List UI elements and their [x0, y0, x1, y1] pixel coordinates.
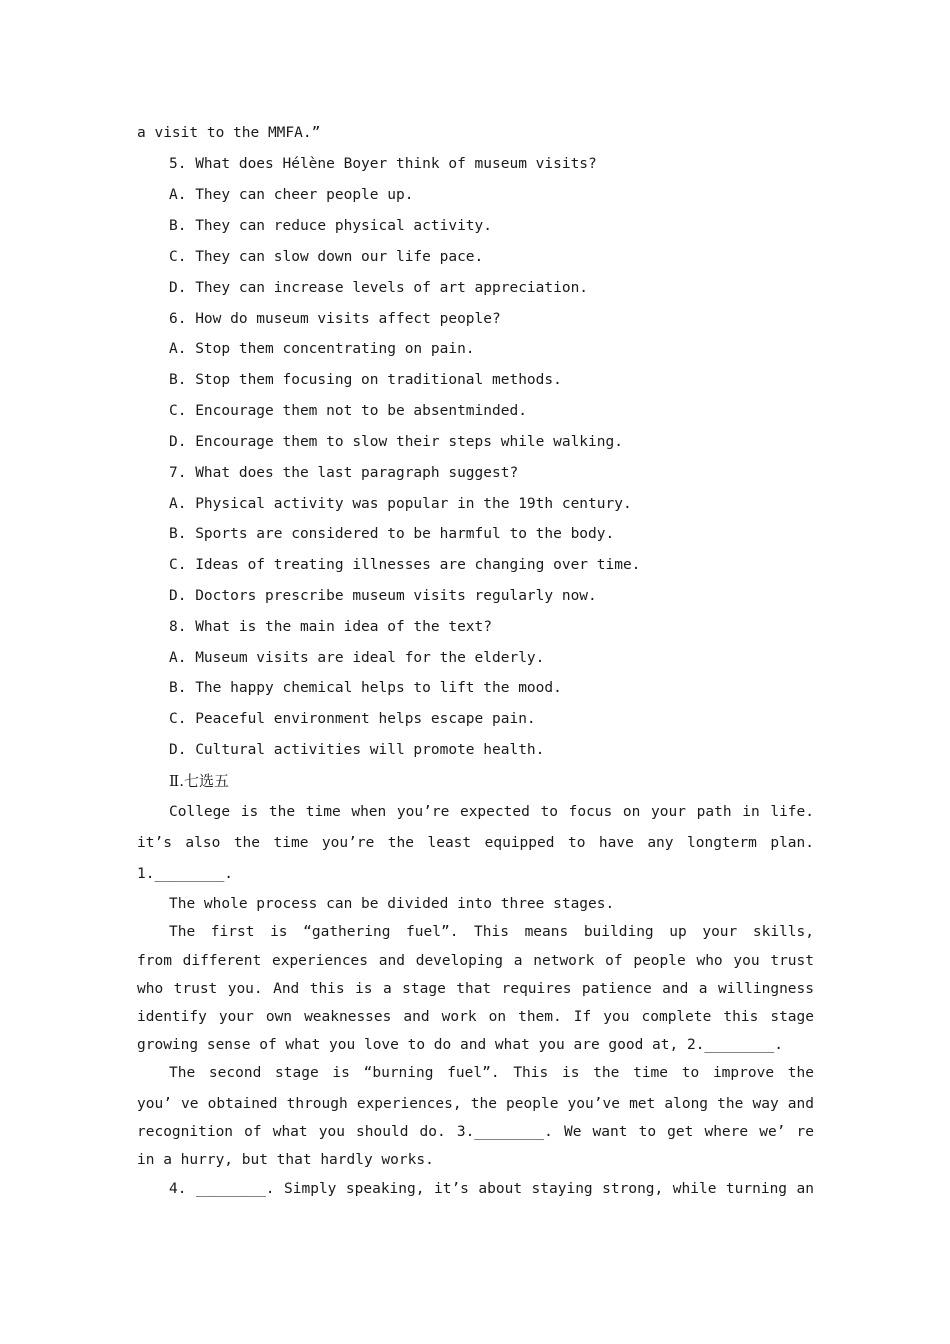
paragraph-3-line: identify your own weaknesses and work on them. If you complete this stage	[137, 1009, 814, 1025]
paragraph-4-line: you’ ve obtained through experiences, the people you’ve met along the way and	[137, 1096, 814, 1112]
option-5b: B. They can reduce physical activity.	[169, 218, 493, 234]
option-8b: B. The happy chemical helps to lift the mood.	[169, 680, 562, 696]
option-6d: D. Encourage them to slow their steps while walking.	[169, 434, 623, 450]
paragraph-4-line: recognition of what you should do. 3.________. We want to get where we’ re	[137, 1124, 814, 1140]
paragraph-3-line: growing sense of what you love to do and what you are good at, 2.________.	[137, 1037, 784, 1053]
paragraph-2-line: The whole process can be divided into three stages.	[169, 896, 615, 912]
option-5a: A. They can cheer people up.	[169, 187, 414, 203]
option-6b: B. Stop them focusing on traditional methods.	[169, 372, 562, 388]
option-7a: A. Physical activity was popular in the 19th century.	[169, 496, 632, 512]
question-8: 8. What is the main idea of the text?	[169, 619, 493, 635]
option-8a: A. Museum visits are ideal for the elderly.	[169, 650, 545, 666]
paragraph-3-line: The first is “gathering fuel”. This means building up your skills,	[169, 924, 814, 940]
option-7c: C. Ideas of treating illnesses are changing over time.	[169, 557, 641, 573]
paragraph-3-line: who trust you. And this is a stage that requires patience and a willingness	[137, 981, 814, 997]
question-7: 7. What does the last paragraph suggest?	[169, 465, 519, 481]
option-7b: B. Sports are considered to be harmful to the body.	[169, 526, 615, 542]
option-5d: D. They can increase levels of art appreciation.	[169, 280, 589, 296]
option-6c: C. Encourage them not to be absentminded.	[169, 403, 527, 419]
section-heading: Ⅱ.七选五	[169, 772, 229, 790]
option-7d: D. Doctors prescribe museum visits regularly now.	[169, 588, 597, 604]
option-8d: D. Cultural activities will promote health.	[169, 742, 545, 758]
question-6: 6. How do museum visits affect people?	[169, 311, 501, 327]
text-line: a visit to the MMFA.”	[137, 125, 321, 141]
paragraph-1-line: College is the time when you’re expected to focus on your path in life.	[169, 804, 814, 820]
paragraph-5-line: 4. ________. Simply speaking, it’s about staying strong, while turning an	[169, 1181, 814, 1197]
blank-1: 1.________.	[137, 866, 234, 882]
paragraph-1-line: it’s also the time you’re the least equipped to have any longterm plan.	[137, 835, 814, 851]
paragraph-4-line: The second stage is “burning fuel”. This is the time to improve the	[169, 1065, 814, 1081]
option-5c: C. They can slow down our life pace.	[169, 249, 484, 265]
option-8c: C. Peaceful environment helps escape pain.	[169, 711, 536, 727]
paragraph-4-line: in a hurry, but that hardly works.	[137, 1152, 434, 1168]
paragraph-3-line: from different experiences and developing a network of people who you trust	[137, 953, 814, 969]
option-6a: A. Stop them concentrating on pain.	[169, 341, 475, 357]
question-5: 5. What does Hélène Boyer think of museum visits?	[169, 156, 597, 172]
